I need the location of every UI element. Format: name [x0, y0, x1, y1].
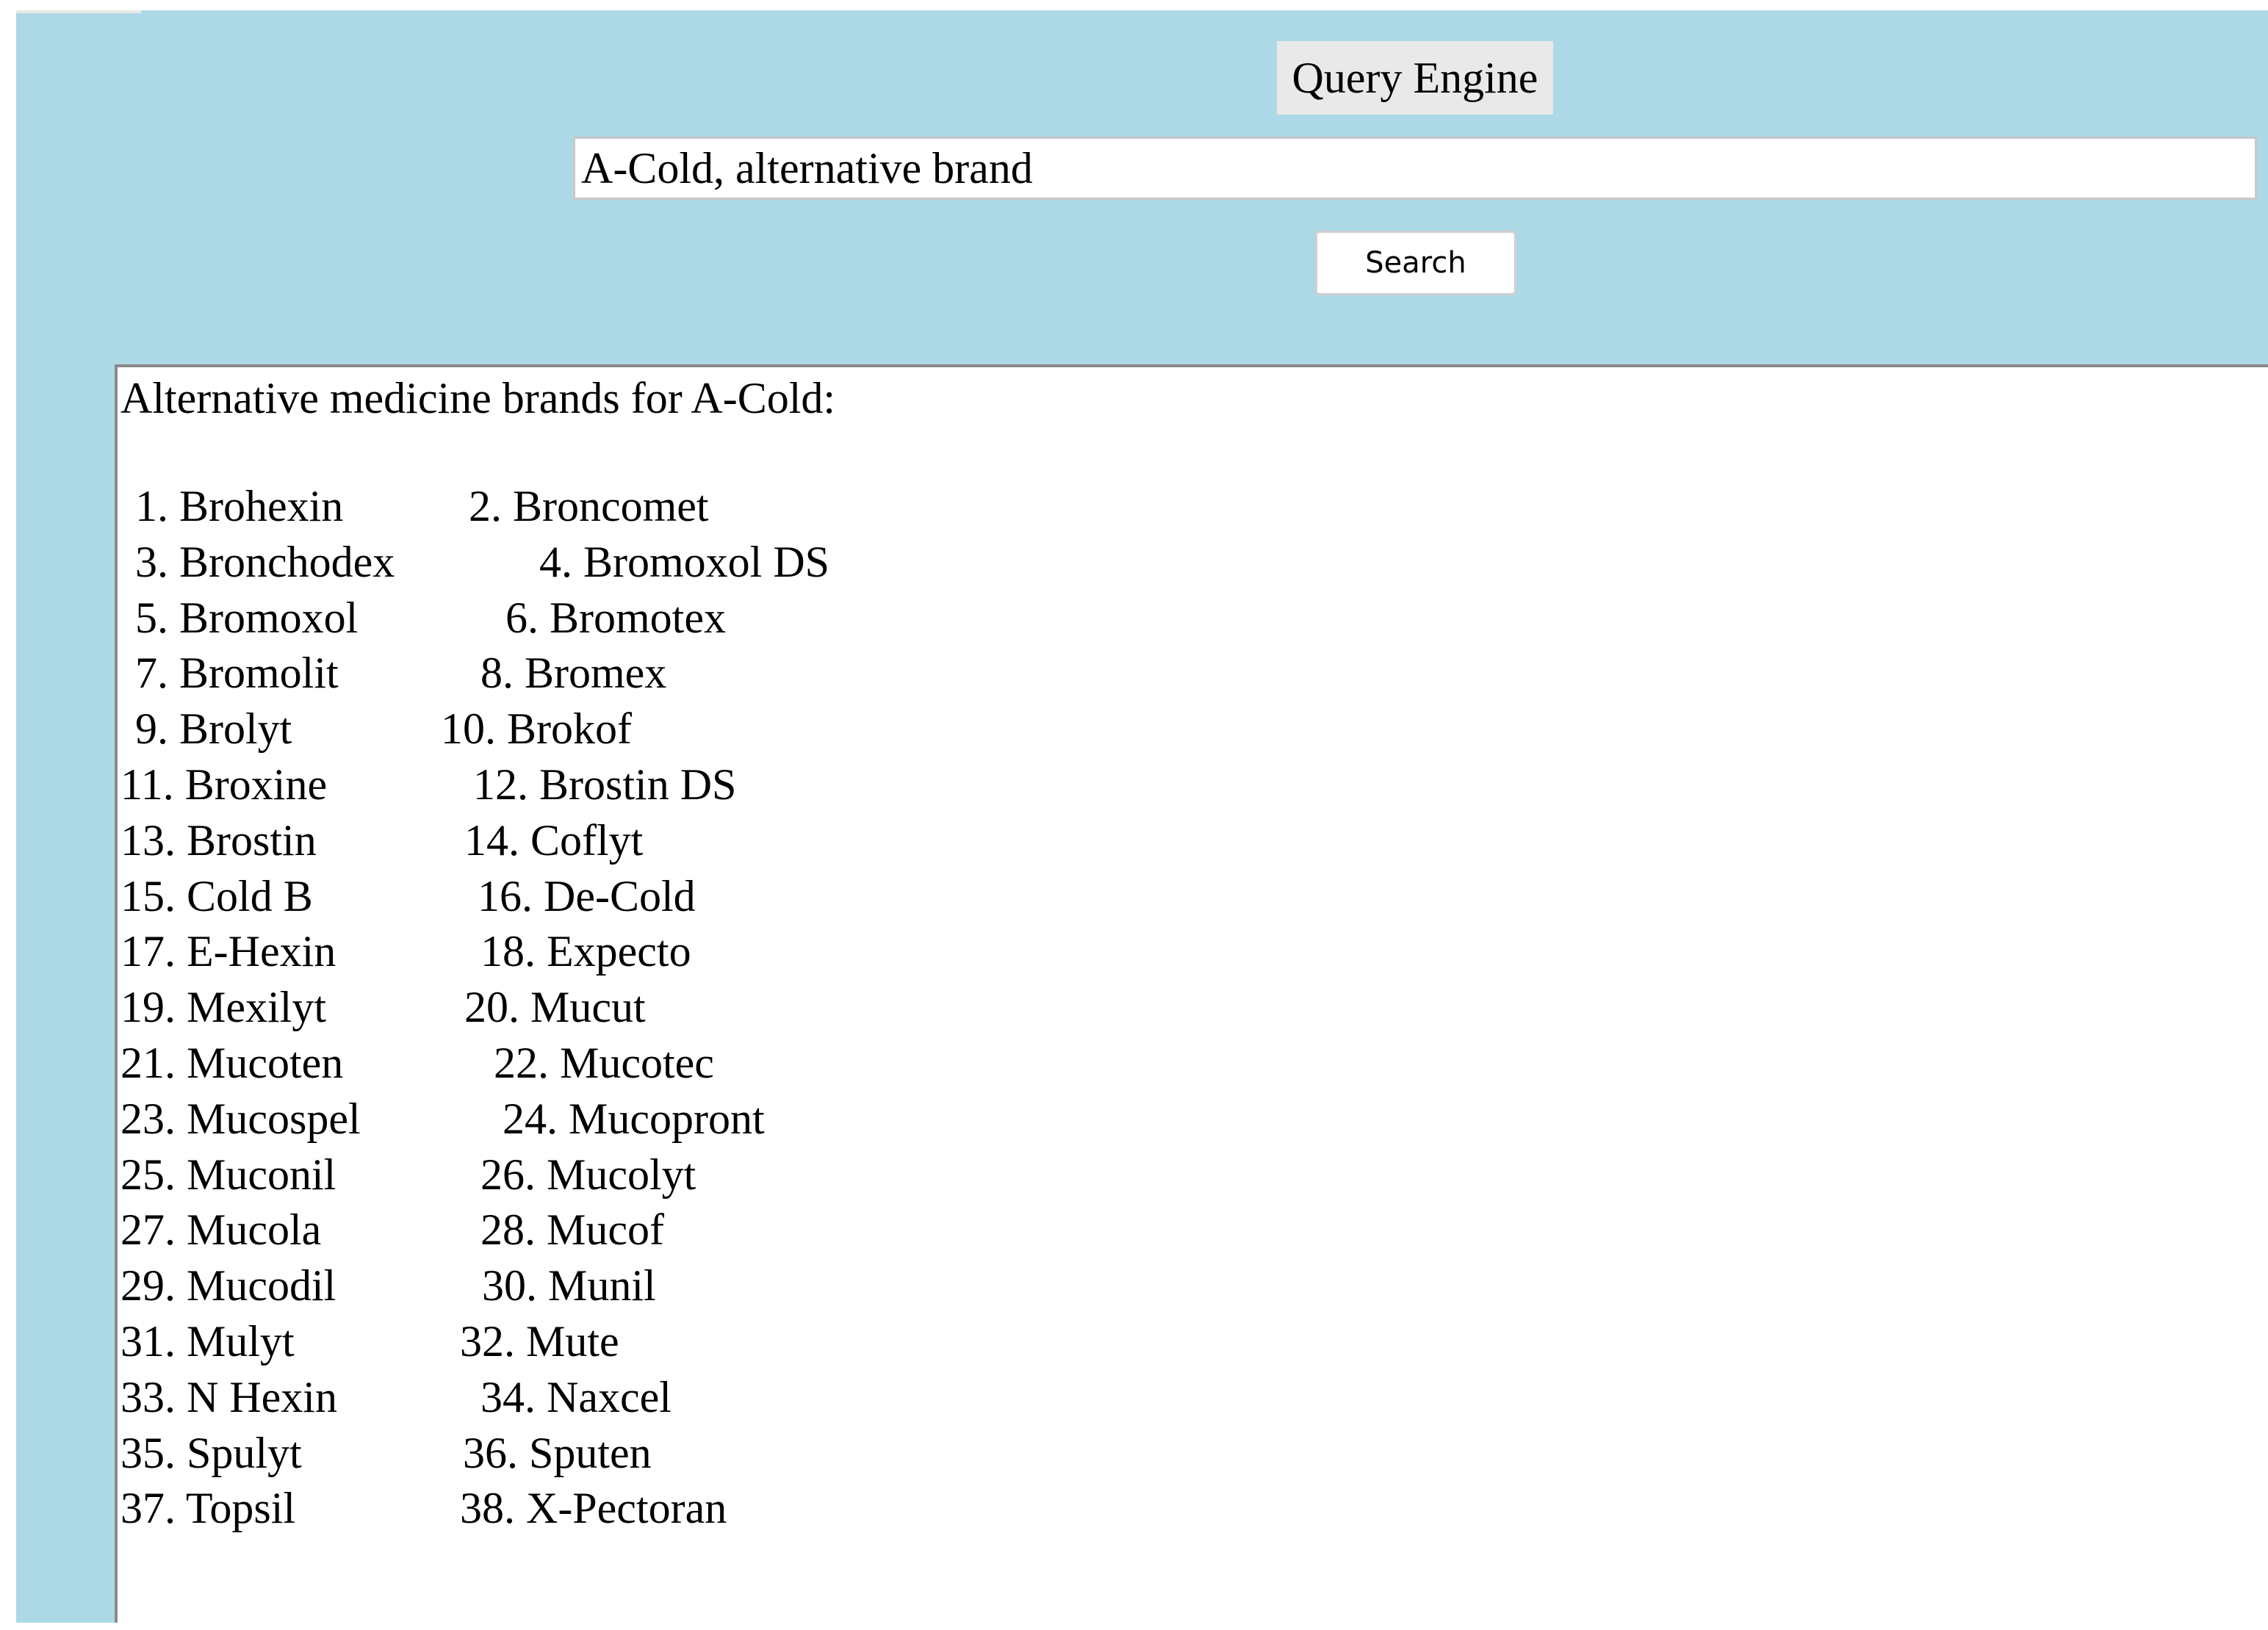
brand-name: 16. De-Cold [478, 871, 696, 920]
brand-name: 33. N Hexin [120, 1372, 337, 1421]
brand-name: 20. Mucut [464, 983, 646, 1032]
brand-name: 31. Mulyt [120, 1316, 295, 1366]
brand-name: 6. Bromotex [505, 593, 726, 642]
brand-name: 14. Coflyt [464, 815, 644, 865]
brand-name: 3. Bronchodex [135, 537, 395, 586]
brand-name: 26. Mucolyt [480, 1150, 696, 1199]
brand-name: 17. E-Hexin [120, 927, 336, 976]
brand-name: 21. Mucoten [120, 1038, 344, 1087]
brand-name: 22. Mucotec [494, 1038, 714, 1087]
brand-name: 19. Mexilyt [120, 983, 326, 1032]
brand-name: 1. Brohexin [135, 482, 344, 530]
brand-name: 38. X-Pectoran [460, 1484, 727, 1533]
results-box [115, 364, 2268, 1623]
brand-name: 30. Munil [482, 1261, 656, 1310]
brand-name: 10. Brokof [441, 704, 632, 754]
brand-name: 32. Mute [460, 1316, 619, 1366]
brand-name: 24. Mucopront [503, 1094, 765, 1143]
brand-name: 35. Spulyt [120, 1428, 302, 1477]
page-title: Query Engine [1277, 41, 1553, 115]
brand-name: 36. Sputen [463, 1428, 652, 1477]
brand-name: 18. Expecto [480, 927, 691, 976]
brand-name: 5. Bromoxol [135, 593, 359, 642]
query-input[interactable] [573, 137, 2257, 200]
brand-name: 37. Topsil [120, 1484, 296, 1533]
brand-name: 8. Bromex [480, 649, 667, 698]
brand-name: 15. Cold B [120, 871, 313, 920]
brand-name: 34. Naxcel [480, 1372, 672, 1421]
brand-name: 12. Brostin DS [473, 760, 737, 809]
panel-edge-highlight [16, 10, 141, 13]
brand-name: 25. Muconil [120, 1150, 336, 1199]
brand-name: 13. Brostin [120, 815, 317, 865]
brand-name: 28. Mucof [480, 1205, 664, 1255]
search-button[interactable]: Search [1315, 231, 1516, 295]
results-heading: Alternative medicine brands for A-Cold: [120, 374, 836, 422]
brand-name: 27. Mucola [120, 1205, 322, 1255]
brand-name: 23. Mucospel [120, 1094, 361, 1143]
brand-name: 11. Broxine [120, 760, 328, 809]
brand-name: 7. Bromolit [135, 649, 339, 698]
brand-name: 4. Bromoxol DS [539, 537, 830, 586]
brand-name: 29. Mucodil [120, 1261, 336, 1310]
brand-name: 2. Broncomet [469, 482, 709, 530]
brand-name: 9. Brolyt [135, 704, 292, 754]
